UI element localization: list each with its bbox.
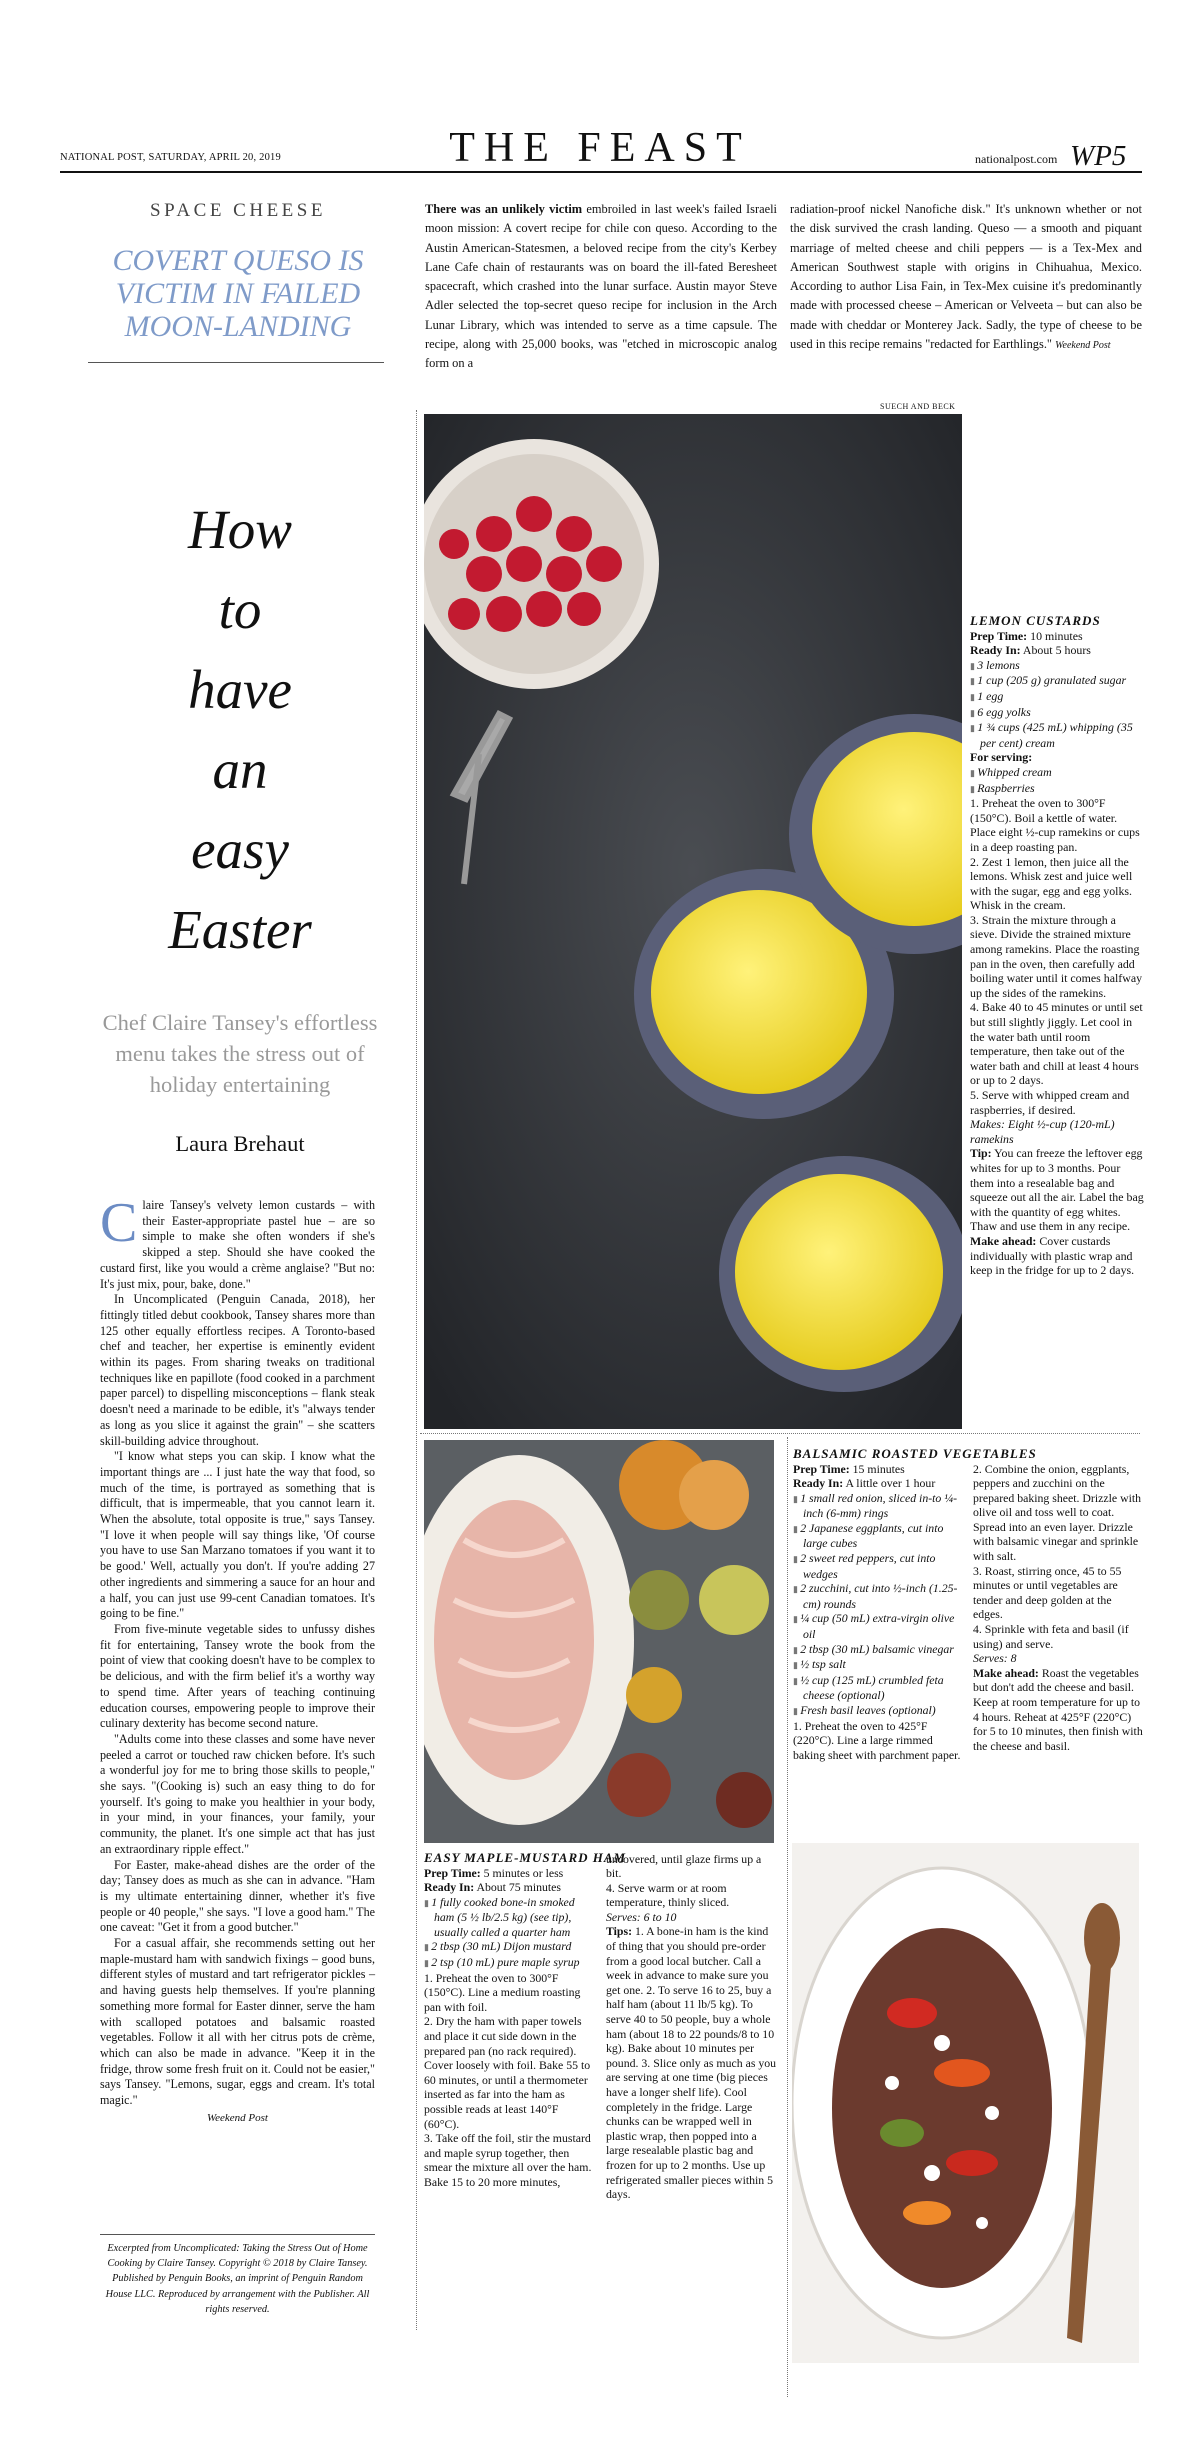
step: 1. Preheat the oven to 300°F (150°C). Line a medium roasting pan with foil. <box>424 1970 581 2014</box>
step: 1. Preheat the oven to 425°F (220°C). Line a large rimmed baking sheet with parchment paper. <box>793 1718 961 1762</box>
recipe-lemon-custards: LEMON CUSTARDS Prep Time: 10 minutes Ready In: About 5 hours ▮ 3 lemons ▮ 1 cup (205 g) granulated sugar ▮ 1 egg ▮ 6 egg yolks ▮ 1 ¾ cups (425 mL) whipping (35 per cent) cream For serving: ▮ Whipped cream ▮ Raspberries 1. Preheat the oven to 300°F (150°C). Boil a kettle of water. Place eight ½-cup ramekins or cups in a deep roasting pan. 2. Zest 1 lemon, then juice all the lemons. Whisk zest and juice well with the sugar, egg and egg yolks. Whisk in the cream. 3. Strain the mixture through a sieve. Divide the strained mixture among ramekins. Place the roasting pan in the oven, then carefully add boiling water until it comes halfway up the sides of the ramekins. 4. Bake 40 to 45 minutes or until set but still slightly jiggly. Let cool in the water bath until room temperature, then take out of the water bath and chill at least 4 hours or up to 2 days. 5. Serve with whipped cream and raspberries, if desired. Makes: Eight ½-cup (120-mL) ramekins Tip: You can freeze the leftover egg whites for up to 3 months. Pour them into a resealable bag and squeeze out all the air. Label the bag with the quantity of egg whites. Thaw and use them in any recipe. Make ahead: Cover custards individually with plastic wrap and keep in the fridge for up to 2 days. <box>970 614 1145 1278</box>
title-line: an <box>212 739 268 800</box>
ingredient: ▮ 2 tsp (10 mL) pure maple syrup <box>424 1955 594 1971</box>
tips: 1. A bone-in ham is the kind of thing that you should pre-order from a good local butcher. Call a week in advance to make sure you get one. 2. To serve 16 to 25, buy a half ham (about 11 lb/5 kg). To serve 40 to 50 people, buy a whole ham (about 18 to 22 pounds/8 to 10 kg). Bake about 10 minutes per pound. 3. Slice only as much as you are serving at one time (big pieces have a longer shelf life). Cool completely in the fridge. Large chunks can be wrapped well in plastic wrap, then popped into a large resealable plastic bag and frozen for up to 2 months. Use up refrigerated smaller pieces within 5 days. <box>606 1924 777 2202</box>
brief-column-2 <box>790 200 1142 355</box>
ingredient: ▮ ½ cup (125 mL) crumbled feta cheese (optional) <box>793 1673 961 1703</box>
vegetables-photo <box>792 1843 1139 2363</box>
make-ahead: Cover custards individually with plastic wrap and keep in the fridge for up to 2 days. <box>970 1233 1135 1278</box>
recipe-title: BALSAMIC ROASTED VEGETABLES <box>793 1446 1037 1461</box>
custards-illustration <box>424 414 962 1429</box>
paragraph: For Easter, make-ahead dishes are the order of the day; Tansey does as much as she can in advance. "Ham is my ultimate entertaining dinner, whether it's five people or 40 people," she says. "I love a good ham." The one caveat: "Get it from a good butcher." <box>100 1857 375 1935</box>
step: 4. Serve warm or at room temperature, thinly sliced. <box>606 1880 730 1910</box>
brief-lead: There was an unlikely victim <box>425 202 583 216</box>
column-divider <box>416 410 417 2330</box>
brief-kicker: SPACE CHEESE <box>150 200 326 221</box>
yield: Serves: 6 to 10 <box>606 1909 677 1924</box>
brief-headline: COVERT QUESO IS VICTIM IN FAILED MOON-LANDING <box>112 244 364 343</box>
recipe-title: EASY MAPLE-MUSTARD HAM <box>424 1850 627 1865</box>
brief-text-2: radiation-proof nickel Nanofiche disk." It's unknown whether or not the disk survived the crash landing. Queso — a smooth and piquant marriage of melted cheese and chili peppers — is a Tex-Mex and American Southwest staple with origins in Chihuahua, Mexico. According to author Lisa Fain, in Tex-Mex cuisine it's predominantly made with processed cheese – American or Velveeta – but can also be made with cheddar or Monterey Jack. Sadly, the type of cheese to be used in this recipe remains "redacted for Earthlings." <box>790 202 1142 352</box>
step: 1. Preheat the oven to 300°F (150°C). Boil a kettle of water. Place eight ½-cup ramekins or cups in a deep roasting pan. <box>970 796 1140 854</box>
step: 3. Take off the foil, stir the mustard and maple syrup together, then smear the mixture all over the ham. Bake 15 to 20 more minutes, <box>424 2131 592 2189</box>
ingredient: ▮ 2 tbsp (30 mL) balsamic vinegar <box>793 1642 961 1658</box>
paragraph: "I know what steps you can skip. I know what the important things are ... I just hate the way that food, so much of the time, is portrayed as something that is difficult, that is impermeable, that you cannot learn it. When the absolute, total opposite is true," says Tansey. "I love it when people will say things like, 'Of course you have to use San Marzano tomatoes if you want it to be good.' Well, actually you don't. If you're adding 27 other ingredients and simmering a sauce for an hour and a half, you can just use 99-cent Canadian tomatoes. It's going to be fine." <box>100 1449 375 1621</box>
brief-text-1: embroiled in last week's failed Israeli moon mission: A covert recipe for chile con queso. According to the Austin American-Statesmen, a beloved recipe from the city's Kerbey Lane Cafe chain of restaurants was on board the ill-fated Beresheet spacecraft, which crashed into the lunar surface. Austin mayor Steve Adler selected the top-secret queso recipe for inclusion in the Arch Lunar Library, which was intended to serve as a time capsule. The recipe, along with 25,000 books, was "etched in microscopic analog form on a <box>425 202 777 371</box>
ingredient: ▮ Fresh basil leaves (optional) <box>793 1703 961 1719</box>
step: 2. Dry the ham with paper towels and place it cut side down in the prepared pan (no rack required). Cover loosely with foil. Bake 55 to 60 minutes, or until a thermometer inserted as far into the ham as possible reads at least 140°F (60°C). <box>424 2014 591 2131</box>
step: 3. Roast, stirring once, 45 to 55 minutes or until vegetables are tender and deep golden at the edges. <box>973 1563 1122 1622</box>
ingredient: ▮ 2 tbsp (30 mL) Dijon mustard <box>424 1939 594 1955</box>
masthead-rule <box>60 171 1142 173</box>
brief-column-1 <box>425 200 777 374</box>
tip: You can freeze the leftover egg whites for up to 3 months. Pour them into a resealable bag and squeeze out all the air. Label the bag with the quantity of egg whites. Thaw and use them in any recipe. <box>970 1146 1144 1234</box>
step: 4. Sprinkle with feta and basil (if using) and serve. <box>973 1622 1129 1651</box>
title-line: Easter <box>168 899 312 960</box>
paragraph: Claire Tansey's velvety lemon custards – with their Easter-appropriate pastel hue – are so simple to make she often wonders if she's skipped a step. Should she have cooked the custard first, like you would a crème anglaise? "But no: It's just mix, pour, bake, done." <box>100 1192 375 1291</box>
ingredient: ▮ ¼ cup (50 mL) extra-virgin olive oil <box>793 1611 961 1641</box>
page-number: WP5 <box>1070 140 1127 172</box>
ingredient: ▮ 3 lemons <box>970 658 1145 674</box>
byline: Laura Brehaut <box>175 1131 305 1156</box>
step: 5. Serve with whipped cream and raspberries, if desired. <box>970 1088 1130 1117</box>
paragraph: For a casual affair, she recommends setting out her maple-mustard ham with sandwich fixings – good buns, different styles of mustard and tart refrigerator pickles – and having guests help themselves. If you're planning something more formal for Easter dinner, serve the ham with scalloped potatoes and balsamic roasted vegetables. Follow it all with her citrus pots de crème, which can also be made in advance. "Keep it in the fridge, throw some fresh fruit on it. Could not be easier," says Tansey. "Lemons, sugar, eggs and cream. It's total magic." <box>100 1936 375 2108</box>
ham-photo <box>424 1440 774 1843</box>
title-line: to <box>218 579 262 640</box>
step: 4. Bake 40 to 45 minutes or until set but still slightly jiggly. Let cool in the water bath until room temperature, then take out of the water bath and chill at least 4 hours or up to 2 days. <box>970 1000 1143 1088</box>
ingredient: ▮ Whipped cream <box>970 765 1145 781</box>
excerpt-credit: Excerpted from Uncomplicated: Taking the Stress Out of Home Cooking by Claire Tansey. Copyright © 2018 by Claire Tansey. Published by Penguin Books, an imprint of Penguin Random House LLC. Reproduced by arrangement with the Publisher. All rights reserved. <box>100 2234 375 2317</box>
ingredient: ▮ Raspberries <box>970 781 1145 797</box>
brief-rule <box>88 362 384 363</box>
ingredient: ▮ 1 ¾ cups (425 mL) whipping (35 per cent) cream <box>970 720 1145 750</box>
ingredient: ▮ 2 zucchini, cut into ½-inch (1.25-cm) rounds <box>793 1581 961 1611</box>
serving-label: For serving: <box>970 750 1033 765</box>
paragraph: "Adults come into these classes and some have never peeled a carrot or touched raw chicken before. It's such a wonderful joy for me to bring those skills to people," she says. "(Cooking is) such an easy thing to do for yourself. It's going to make you healthier in your body, in your mind, in your finances, your family, your community, the planet. It's one simple act that has just an extraordinary ripple effect." <box>100 1731 375 1856</box>
recipe-maple-mustard-ham: EASY MAPLE-MUSTARD HAM Prep Time: 5 minutes or less Ready In: About 75 minutes ▮ 1 fully cooked bone-in smoked ham (5 ½ lb/2.5 kg) (see tip), usually called a quarter ham ▮ 2 tbsp (30 mL) Dijon mustard ▮ 2 tsp (10 mL) pure maple syrup 1. Preheat the oven to 300°F (150°C). Line a medium roasting pan with foil. 2. Dry the ham with paper towels and place it cut side down in the prepared pan (no rack required). Cover loosely with foil. Bake 55 to 60 minutes, or until a thermometer inserted as far into the ham as possible reads at least 140°F (60°C). 3. Take off the foil, stir the mustard and maple syrup together, then smear the mixture all over the ham. Bake 15 to 20 more minutes, uncovered, until glaze firms up a bit. 4. Serve warm or at room temperature, thinly sliced. Serves: 6 to 10 Tips: 1. A bone-in ham is the kind of thing that you should pre-order from a good local butcher. Call a week in advance to make sure you get one. 2. To serve 16 to 25, buy a half ham (about 11 lb/5 kg). To serve 40 to 50 people, buy a whole ham (about 18 to 22 pounds/8 to 10 kg). Bake about 10 minutes per pound. 3. Slice only as much as you are serving at one time (big pieces have a longer shelf life). Cool completely in the fridge. Large chunks can be wrapped well in plastic wrap, then popped into a large resealable plastic bag and frozen for up to 2 months. Use up refrigerated smaller pieces within 5 days. <box>424 1850 779 2202</box>
ingredient: ▮ 2 Japanese eggplants, cut into large cubes <box>793 1521 961 1551</box>
title-line: easy <box>191 819 289 880</box>
custards-photo <box>424 414 962 1429</box>
recipe-divider <box>787 1437 788 2397</box>
yield: Serves: 8 <box>973 1651 1017 1666</box>
make-ahead: Roast the vegetables but don't add the cheese and basil. Keep at room temperature for up to 4 hours. Reheat at 425°F (220°C) for 5 to 10 minutes, then finish with the cheese and basil. <box>973 1665 1143 1753</box>
feature-dek: Chef Claire Tansey's effortless menu takes the stress out of holiday entertaining <box>102 1010 378 1097</box>
title-line: How <box>188 499 292 560</box>
brief-signoff: Weekend Post <box>1055 340 1111 352</box>
feature-title <box>100 490 380 970</box>
ingredient: ▮ 6 egg yolks <box>970 705 1145 721</box>
article-body <box>100 1192 375 2126</box>
paragraph: In Uncomplicated (Penguin Canada, 2018), her fittingly titled debut cookbook, Tansey shares more than 125 other equally effortless recipes. A Toronto-based chef and teacher, her expertise is eminently evident within its pages. From sharing tweaks on traditional techniques like en papillote (food cooked in a parchment paper parcel) to dispelling misconceptions – flank steak doesn't need a marinade to be edible, it's "always tender as long as you slice it against the grain" – she scatters skill-building advice throughout. <box>100 1292 375 1448</box>
dropcap: C <box>100 1192 138 1254</box>
photo-credit: SUECH AND BECK <box>880 402 956 411</box>
paragraph: From five-minute vegetable sides to unfussy dishes fit for entertaining, Tansey wrote the book from the point of view that cooking doesn't have to be complex to be delicious, and with the firm belief it's a worthy way to spend time. After years of teaching continuing education courses, empowering people to improve their culinary dexterity has become second nature. <box>100 1621 375 1731</box>
ingredient: ▮ 2 sweet red peppers, cut into wedges <box>793 1551 961 1581</box>
title-line: have <box>188 659 292 720</box>
step: 2. Combine the onion, eggplants, peppers and zucchini on the prepared baking sheet. Drizzle with olive oil and toss well to coat. Spread into an even layer. Drizzle with balsamic vinegar and sprinkle with salt. <box>973 1461 1142 1564</box>
ingredient: ▮ 1 egg <box>970 689 1145 705</box>
ingredient: ▮ 1 fully cooked bone-in smoked ham (5 ½ lb/2.5 kg) (see tip), usually called a quarter ham <box>424 1895 594 1940</box>
dateline: NATIONAL POST, SATURDAY, APRIL 20, 2019 <box>60 152 281 163</box>
vegetables-illustration <box>792 1843 1139 2363</box>
step-continued: uncovered, until glaze firms up a bit. <box>606 1851 762 1881</box>
recipe-roasted-vegetables: BALSAMIC ROASTED VEGETABLES Prep Time: 15 minutes Ready In: A little over 1 hour ▮ 1 small red onion, sliced in-to ¼-inch (6-mm) rings ▮ 2 Japanese eggplants, cut into large cubes ▮ 2 sweet red peppers, cut into wedges ▮ 2 zucchini, cut into ½-inch (1.25-cm) rounds ▮ ¼ cup (50 mL) extra-virgin olive oil ▮ 2 tbsp (30 mL) balsamic vinegar ▮ ½ tsp salt ▮ ½ cup (125 mL) crumbled feta cheese (optional) ▮ Fresh basil leaves (optional) 1. Preheat the oven to 425°F (220°C). Line a large rimmed baking sheet with parchment paper. 2. Combine the onion, eggplants, peppers and zucchini on the prepared baking sheet. Drizzle with olive oil and toss well to coat. Spread into an even layer. Drizzle with balsamic vinegar and sprinkle with salt. 3. Roast, stirring once, 45 to 55 minutes or until vegetables are tender and deep golden at the edges. 4. Sprinkle with feta and basil (if using) and serve. Serves: 8 Make ahead: Roast the vegetables but don't add the cheese and basil. Keep at room temperature for up to 4 hours. Reheat at 425°F (220°C) for 5 to 10 minutes, then finish with the cheese and basil. <box>793 1446 1145 1762</box>
ingredient: ▮ 1 small red onion, sliced in-to ¼-inch (6-mm) rings <box>793 1491 961 1521</box>
section-divider <box>420 1433 1140 1434</box>
recipe-title: LEMON CUSTARDS <box>970 613 1101 628</box>
article-signoff: Weekend Post <box>207 2111 268 2124</box>
ingredient: ▮ ½ tsp salt <box>793 1657 961 1673</box>
site-url[interactable]: nationalpost.com <box>975 152 1058 166</box>
step: 3. Strain the mixture through a sieve. Divide the strained mixture among ramekins. Place the roasting pan in the oven, then carefully add boiling water until it comes halfway up the sides of the ramekins. <box>970 912 1143 1000</box>
ingredient: ▮ 1 cup (205 g) granulated sugar <box>970 673 1145 689</box>
step: 2. Zest 1 lemon, then juice all the lemons. Whisk zest and juice well with the sugar, egg and egg yolks. Whisk in the cream. <box>970 854 1133 913</box>
ham-illustration <box>424 1440 774 1843</box>
section-title: THE FEAST <box>449 125 751 171</box>
yield: Makes: Eight ½-cup (120-mL) ramekins <box>970 1117 1115 1146</box>
